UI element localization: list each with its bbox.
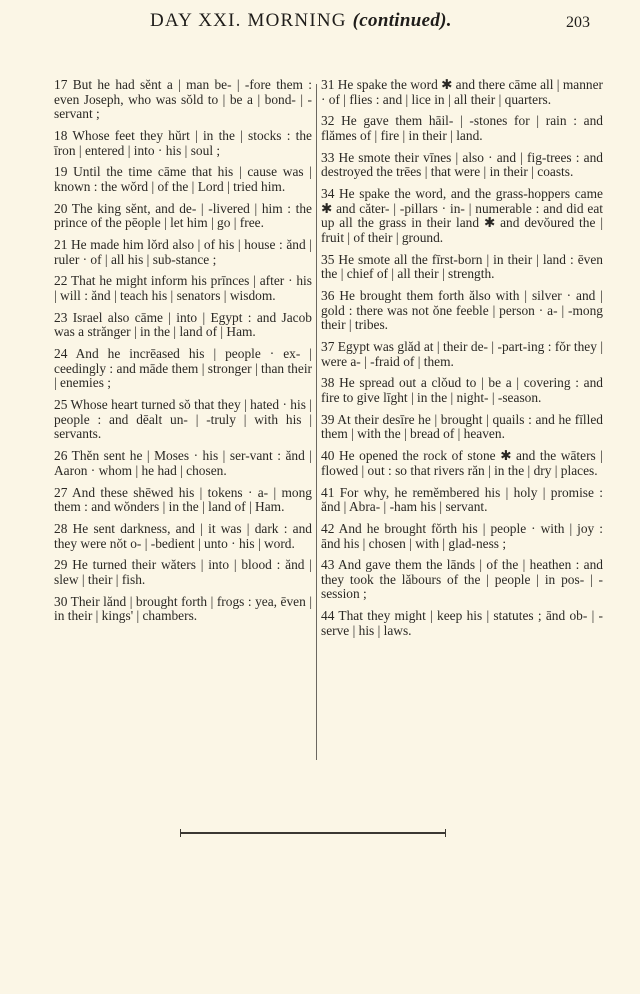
verse-21: 21 He made him lŏrd also | of his | house : ănd | ruler · of | all his | sub-stance ; [54,237,312,267]
verse-25: 25 Whose heart turned sŏ that they | hated · his | people : and dēalt un- | -truly | with his | servants. [54,397,312,442]
verse-26: 26 Thĕn sent he | Moses · his | ser-vant : ănd | Aaron · whom | he had | chosen. [54,448,312,478]
verse-29: 29 He turned their wăters | into | blood : ănd | slew | their | fish. [54,557,312,587]
verse-41: 41 For why, he remĕmbered his | holy | promise : ănd | Abra- | -ham his | servant. [321,484,603,515]
right-column [321,78,603,646]
verse-37: 37 Egypt was glăd at | their de- | -part-ing : fŏr they | were a- | -fraid of | them. [321,339,603,369]
verse-42: 42 And he brought fŏrth his | people · with | joy : ānd his | chosen | with | glad-ness ; [321,520,603,551]
page-number: 203 [566,14,590,31]
verse-17: 17 But he had sĕnt a | man be- | -fore them : even Joseph, who was sŏld to | be a | bond- | -servant ; [54,77,312,122]
verse-23: 23 Israel also cāme | into | Egypt : and Jacob was a strănger | in the | land of | Ham. [54,309,312,340]
verse-34: 34 He spake the word, and the grass-hoppers came ✱ and căter- | -pillars · in- | numerable : and did eat up all the grass in their land ✱ and devŏured the | fruit | of their | ground. [321,186,603,245]
verse-40: 40 He opened the rock of stone ✱ and the wāters | flowed | out : so that rivers răn | in the | dry | places. [321,448,603,478]
verse-18: 18 Whose feet they hŭrt | in the | stocks : the īron | entered | into · his | soul ; [54,127,312,158]
verse-24: 24 And he incrēased his | people · ex- | ceedingly : and māde them | stronger | than their | enemies ; [54,346,312,391]
verse-38: 38 He spread out a clŏud to | be a | covering : and fire to give līght | in the | night- | -season. [321,375,603,405]
left-column [54,78,312,631]
verse-35: 35 He smote all the fīrst-born | in their | land : ēven the | chief of | all their | strength. [321,251,603,282]
verse-31: 31 He spake the word ✱ and there cāme all | manner · of | flies : and | lice in | all their | quarters. [321,77,603,107]
verse-36: 36 He brought them forth ălso with | silver · and | gold : there was not ŏne feeble | person · a- | -mong their | tribes. [321,288,603,333]
verse-22: 22 That he might inform his prīnces | after · his | will : ănd | teach his | senators | wisdom. [54,273,312,304]
verse-20: 20 The king sĕnt, and de- | -livered | him : the prince of the pēople | let him | go | free. [54,200,312,231]
verse-43: 43 And gave them the lānds | of the | heathen : and they took the lăbours of the | people | in pos- | -session ; [321,557,603,602]
footer-rule [180,832,446,834]
verse-27: 27 And these shēwed his | tokens · a- | mong them : and wŏnders | in the | land of | Ham. [54,484,312,515]
verse-33: 33 He smote their vīnes | also · and | fig-trees : and destroyed the trēes | that were | in their | coasts. [321,149,603,180]
verse-39: 39 At their desīre he | brought | quails : and he fīlled them | with the | bread of | heaven. [321,411,603,442]
footer-rule-left-end [180,829,181,837]
running-head [150,10,452,32]
verse-19: 19 Until the time cāme that his | cause was | known : the wŏrd | of the | Lord | tried him. [54,164,312,194]
verse-32: 32 He gave them hāil- | -stones for | rain : and flămes of | fire | in their | land. [321,113,603,143]
verse-28: 28 He sent darkness, and | it was | dark : and they were nŏt o- | -bedient | unto · his | word. [54,520,312,551]
verse-30: 30 Their lănd | brought forth | frogs : yea, ēven | in their | kings' | chambers. [54,593,312,624]
footer-rule-right-end [445,829,446,837]
column-divider [316,84,317,760]
running-head-continued: (continued). [352,10,452,31]
running-head-title: DAY XXI. MORNING [150,10,347,31]
verse-44: 44 That they might | keep his | statutes ; ānd ob- | -serve | his | laws. [321,608,603,638]
